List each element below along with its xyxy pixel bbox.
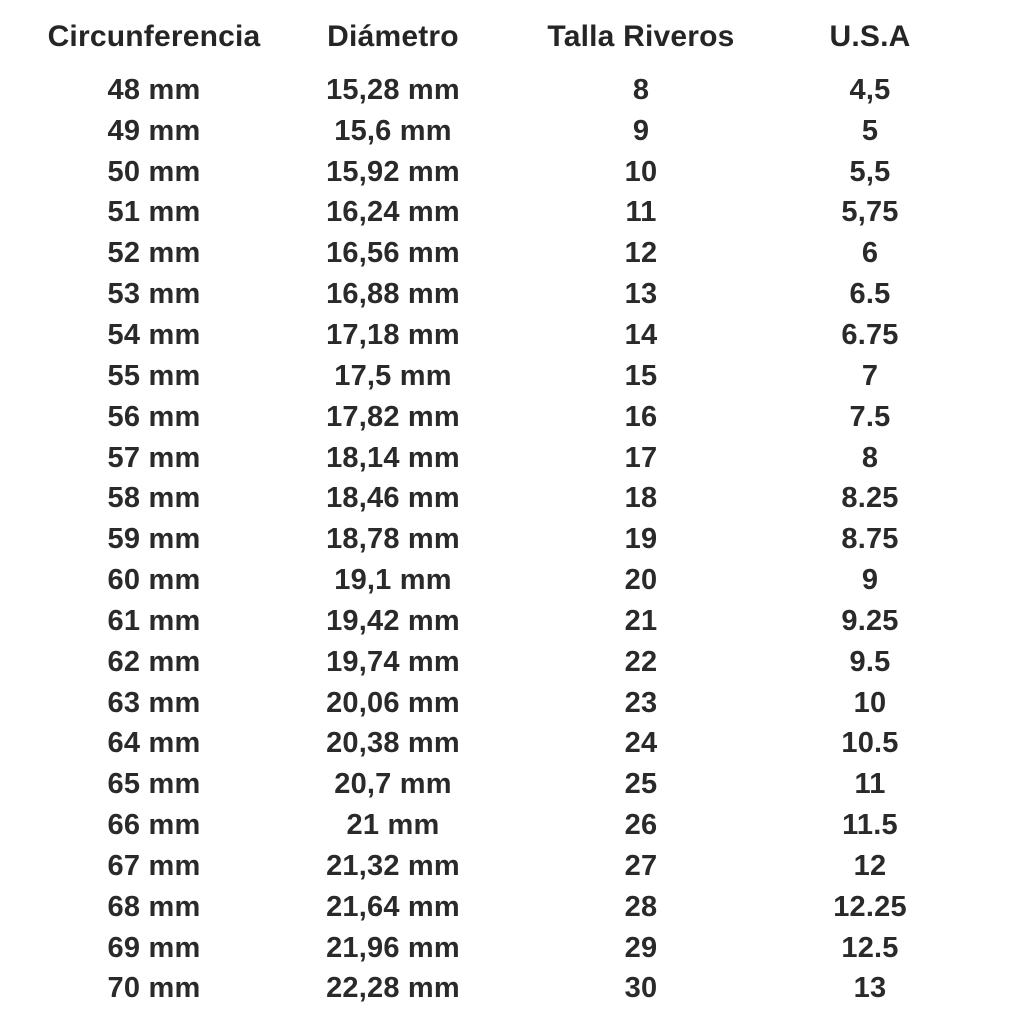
table-body <box>0 70 1024 1009</box>
cell-circunferencia: 49 mm <box>107 114 201 147</box>
cell-diametro: 21,64 mm <box>326 890 460 923</box>
cell-usa: 8 <box>861 441 879 474</box>
cell-diametro: 22,28 mm <box>326 972 460 1005</box>
cell-diametro: 20,38 mm <box>326 727 460 760</box>
cell-talla-riveros: 22 <box>624 645 658 678</box>
cell-diametro: 16,56 mm <box>326 237 460 270</box>
cell-usa: 9.25 <box>841 604 899 637</box>
cell-circunferencia: 50 mm <box>107 155 201 188</box>
cell-talla-riveros: 20 <box>624 564 658 597</box>
cell-circunferencia: 59 mm <box>107 523 201 556</box>
cell-circunferencia: 51 mm <box>107 196 201 229</box>
cell-diametro: 18,78 mm <box>326 523 460 556</box>
table-row <box>0 438 1024 479</box>
cell-circunferencia: 58 mm <box>107 482 201 515</box>
cell-diametro: 20,06 mm <box>326 686 460 719</box>
cell-usa: 12 <box>853 849 887 882</box>
table-row <box>0 356 1024 397</box>
cell-talla-riveros: 27 <box>624 849 658 882</box>
table-row <box>0 152 1024 193</box>
cell-circunferencia: 66 mm <box>107 809 201 842</box>
ring-size-table <box>0 20 1024 1009</box>
cell-circunferencia: 54 mm <box>107 318 201 351</box>
table-row <box>0 887 1024 928</box>
table-row <box>0 724 1024 765</box>
cell-talla-riveros: 29 <box>624 931 658 964</box>
table-row <box>0 683 1024 724</box>
table-row <box>0 315 1024 356</box>
table-row <box>0 193 1024 234</box>
cell-circunferencia: 63 mm <box>107 686 201 719</box>
table-row <box>0 846 1024 887</box>
cell-talla-riveros: 16 <box>624 400 658 433</box>
cell-diametro: 19,42 mm <box>326 604 460 637</box>
cell-talla-riveros: 26 <box>624 809 658 842</box>
cell-circunferencia: 48 mm <box>107 73 201 106</box>
cell-talla-riveros: 12 <box>624 237 658 270</box>
table-row <box>0 969 1024 1010</box>
cell-talla-riveros: 25 <box>624 768 658 801</box>
cell-usa: 9 <box>861 564 879 597</box>
table-row <box>0 233 1024 274</box>
cell-circunferencia: 52 mm <box>107 237 201 270</box>
cell-circunferencia: 65 mm <box>107 768 201 801</box>
table-row <box>0 111 1024 152</box>
cell-circunferencia: 62 mm <box>107 645 201 678</box>
cell-diametro: 18,14 mm <box>326 441 460 474</box>
cell-usa: 5 <box>861 114 879 147</box>
cell-talla-riveros: 8 <box>632 73 650 106</box>
cell-talla-riveros: 13 <box>624 278 658 311</box>
cell-talla-riveros: 24 <box>624 727 658 760</box>
cell-diametro: 19,1 mm <box>334 564 452 597</box>
cell-diametro: 15,92 mm <box>326 155 460 188</box>
cell-usa: 7.5 <box>849 400 891 433</box>
cell-talla-riveros: 14 <box>624 318 658 351</box>
cell-usa: 10 <box>853 686 887 719</box>
cell-talla-riveros: 28 <box>624 890 658 923</box>
table-row <box>0 805 1024 846</box>
cell-talla-riveros: 23 <box>624 686 658 719</box>
header-usa: U.S.A <box>829 20 911 53</box>
table-row <box>0 601 1024 642</box>
table-row <box>0 274 1024 315</box>
header-diametro: Diámetro <box>327 20 459 53</box>
cell-talla-riveros: 9 <box>632 114 650 147</box>
cell-diametro: 16,24 mm <box>326 196 460 229</box>
cell-usa: 7 <box>861 359 879 392</box>
cell-circunferencia: 56 mm <box>107 400 201 433</box>
cell-usa: 13 <box>853 972 887 1005</box>
cell-circunferencia: 67 mm <box>107 849 201 882</box>
cell-usa: 5,5 <box>849 155 891 188</box>
cell-usa: 11 <box>854 768 886 801</box>
cell-circunferencia: 69 mm <box>107 931 201 964</box>
cell-diametro: 18,46 mm <box>326 482 460 515</box>
table-row <box>0 928 1024 969</box>
cell-talla-riveros: 19 <box>624 523 658 556</box>
cell-circunferencia: 60 mm <box>107 564 201 597</box>
table-row <box>0 764 1024 805</box>
cell-talla-riveros: 15 <box>624 359 658 392</box>
cell-talla-riveros: 10 <box>624 155 658 188</box>
cell-usa: 12.5 <box>841 931 899 964</box>
table-row <box>0 560 1024 601</box>
cell-talla-riveros: 18 <box>624 482 658 515</box>
cell-usa: 11.5 <box>842 809 898 842</box>
cell-usa: 5,75 <box>841 196 899 229</box>
header-circunferencia: Circunferencia <box>47 20 261 53</box>
cell-circunferencia: 68 mm <box>107 890 201 923</box>
cell-diametro: 19,74 mm <box>326 645 460 678</box>
table-row <box>0 519 1024 560</box>
cell-usa: 6 <box>861 237 879 270</box>
cell-circunferencia: 70 mm <box>107 972 201 1005</box>
cell-usa: 6.5 <box>849 278 891 311</box>
cell-diametro: 21 mm <box>346 809 440 842</box>
cell-usa: 6.75 <box>841 318 899 351</box>
cell-diametro: 17,82 mm <box>326 400 460 433</box>
cell-diametro: 20,7 mm <box>334 768 452 801</box>
cell-usa: 4,5 <box>849 73 891 106</box>
cell-diametro: 16,88 mm <box>326 278 460 311</box>
cell-circunferencia: 55 mm <box>107 359 201 392</box>
cell-circunferencia: 61 mm <box>107 604 201 637</box>
cell-diametro: 21,96 mm <box>326 931 460 964</box>
table-row <box>0 478 1024 519</box>
table-row <box>0 70 1024 111</box>
cell-talla-riveros: 21 <box>624 604 658 637</box>
cell-usa: 8.25 <box>841 482 899 515</box>
cell-usa: 9.5 <box>849 645 891 678</box>
cell-diametro: 17,5 mm <box>334 359 452 392</box>
cell-diametro: 15,28 mm <box>326 73 460 106</box>
cell-usa: 8.75 <box>841 523 899 556</box>
table-header-row <box>0 20 1024 70</box>
cell-usa: 12.25 <box>833 890 907 923</box>
table-row <box>0 642 1024 683</box>
cell-circunferencia: 57 mm <box>107 441 201 474</box>
cell-circunferencia: 53 mm <box>107 278 201 311</box>
cell-diametro: 15,6 mm <box>334 114 452 147</box>
cell-talla-riveros: 30 <box>624 972 658 1005</box>
header-talla-riveros: Talla Riveros <box>547 20 735 53</box>
cell-talla-riveros: 17 <box>624 441 658 474</box>
table-row <box>0 397 1024 438</box>
cell-diametro: 21,32 mm <box>326 849 460 882</box>
cell-circunferencia: 64 mm <box>107 727 201 760</box>
cell-usa: 10.5 <box>841 727 899 760</box>
cell-diametro: 17,18 mm <box>326 318 460 351</box>
cell-talla-riveros: 11 <box>625 196 657 229</box>
